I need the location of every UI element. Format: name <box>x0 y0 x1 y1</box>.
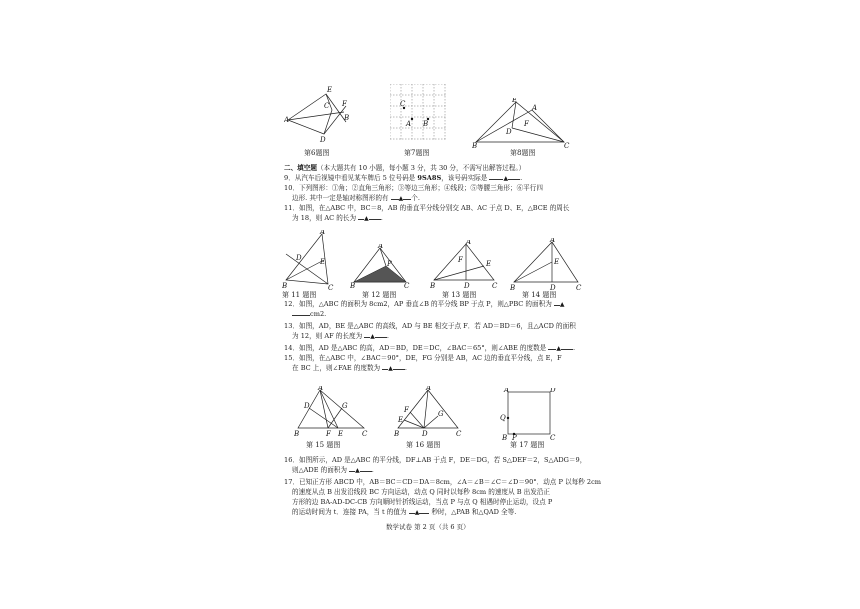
caption-fig16: 第 16 题图 <box>406 441 441 449</box>
svg-text:A: A <box>284 116 290 124</box>
question-17d <box>292 508 516 517</box>
question-15a: 15．如图，在△ABC 中，∠BAC＝90°，DE，FG 分别是 AB，AC 边的垂直平分线，点 E，F <box>284 354 562 362</box>
svg-text:B: B <box>502 434 508 440</box>
svg-text:E: E <box>398 416 404 424</box>
svg-text:P: P <box>512 434 517 440</box>
section-note: （本大题共有 10 小题，每小题 3 分，共 30 分，不需写出解答过程。） <box>316 164 526 172</box>
question-16b: 则△ADE 的面积为 ▲ . <box>292 466 374 474</box>
answer-mark: ▲ <box>388 365 393 372</box>
svg-text:G: G <box>342 402 348 410</box>
answer-mark: ▲ <box>559 301 565 308</box>
answer-blank-13b <box>375 337 387 338</box>
plate-number: 9SA8S <box>417 174 442 182</box>
svg-text:B: B <box>510 284 516 290</box>
svg-text:C: C <box>564 142 570 148</box>
answer-blank-17b <box>419 513 429 514</box>
svg-text:A: A <box>318 386 324 392</box>
svg-text:F: F <box>342 100 347 108</box>
q16-text: 则△ADE 的面积为 <box>292 466 347 474</box>
question-10b <box>292 194 420 203</box>
caption-fig15: 第 15 题图 <box>306 441 341 449</box>
svg-text:D: D <box>422 430 428 438</box>
svg-text:C: C <box>576 284 582 290</box>
q10-text: 边形. 其中一定是轴对称图形的有 <box>292 194 389 202</box>
q11-text: 为 18，则 AC 的长为 <box>292 214 357 222</box>
figure-13 <box>430 240 500 290</box>
answer-blank-10 <box>391 199 399 200</box>
question-12b <box>292 310 326 319</box>
svg-text:A: A <box>426 386 432 392</box>
svg-text:E: E <box>486 260 492 268</box>
svg-text:D: D <box>296 254 302 262</box>
q9-tail: ，该号码实际是 <box>441 174 488 182</box>
svg-text:D: D <box>550 284 556 290</box>
answer-mark: ▲ <box>370 333 375 340</box>
svg-text:C: C <box>324 102 330 110</box>
figure-8 <box>472 98 572 148</box>
question-17c: 方形的边 BA-AD-DC-CB 方向顺时针折线运动，当点 P 与点 Q 相遇时停止运动，设点 P <box>292 498 553 506</box>
answer-mark: ▲ <box>398 195 404 202</box>
figure-12 <box>350 244 410 288</box>
question-11a: 11．如图，在△ABC 中，BC＝8，AB 的垂直平分线分别交 AB、AC 于点 D、E，△BCE 的周长 <box>284 204 570 212</box>
answer-blank-14b <box>561 349 573 350</box>
question-13b: 为 12，则 AF 的长度为 ▲ . <box>292 332 390 340</box>
svg-text:D: D <box>550 388 556 394</box>
svg-text:D: D <box>320 136 326 144</box>
svg-text:B: B <box>394 430 400 438</box>
svg-text:A: A <box>378 244 384 250</box>
svg-text:C: C <box>492 282 498 290</box>
svg-text:C: C <box>456 430 462 438</box>
figure-14 <box>510 238 582 290</box>
figure-6 <box>284 82 354 147</box>
q17-text: 的运动时间为 t．连接 PA，当 t 的值为 <box>292 508 407 516</box>
caption-fig6: 第6题图 <box>304 149 330 157</box>
q9-text: 9．从汽车后视镜中看见某车牌后 5 位号码是 <box>284 174 416 182</box>
svg-text:B: B <box>423 120 429 128</box>
section-title: 二、填空题 <box>284 164 317 172</box>
q17-tail: 秒时，△PAB 和△QAD 全等. <box>431 508 517 516</box>
q10-tail: 个. <box>411 194 420 202</box>
figure-15 <box>294 386 368 438</box>
svg-text:F: F <box>524 120 529 128</box>
svg-text:B: B <box>344 114 350 122</box>
question-11b: 为 18，则 AC 的长为 ▲ . <box>292 214 383 222</box>
exam-page <box>276 82 602 542</box>
question-14: 14．如图，AD 是△ABC 的高，AD＝BD，DE＝DC，∠BAC＝65°，则∠ABE 的度数是 ▲ . <box>284 344 576 352</box>
caption-fig7: 第7题图 <box>404 149 430 157</box>
question-10a: 10．下列图形：①角；②直角三角形；③等边三角形；④线段；⑤等腰三角形；⑥平行四 <box>284 184 543 192</box>
q12-text: 12．如图，△ABC 的面积为 8cm2，AP 垂直∠B 的平分线 BP 于点 P，则△PBC 的面积为 <box>284 300 552 308</box>
svg-text:C: C <box>404 282 410 288</box>
answer-mark: ▲ <box>364 215 369 222</box>
svg-text:G: G <box>438 410 444 418</box>
question-17b: 的速度从点 B 出发沿线段 BC 方向运动，动点 Q 同时以每秒 8cm 的速度从 B 出发沿正 <box>292 488 551 496</box>
svg-text:B: B <box>294 430 300 438</box>
svg-text:B: B <box>472 142 478 148</box>
svg-text:Q: Q <box>500 414 506 422</box>
caption-fig8: 第8题图 <box>510 149 536 157</box>
svg-text:F: F <box>404 406 409 414</box>
svg-text:A: A <box>550 238 556 244</box>
svg-text:E: E <box>554 258 560 266</box>
caption-fig11: 第 11 题图 <box>282 291 317 299</box>
section-header <box>284 164 525 173</box>
svg-text:E: E <box>338 430 344 438</box>
q13-text: 为 12，则 AF 的长度为 <box>292 332 363 340</box>
answer-blank-9 <box>489 179 503 180</box>
answer-mark: ▲ <box>556 345 562 352</box>
q15-text: 在 BC 上，则∠FAE 的度数为 <box>292 364 381 372</box>
svg-text:E: E <box>512 98 518 104</box>
caption-fig17: 第 17 题图 <box>510 441 545 449</box>
answer-blank-16b <box>360 471 372 472</box>
question-9: 9．从汽车后视镜中看见某车牌后 5 位号码是 9SA8S，该号码实际是 ▲ . <box>284 174 523 182</box>
svg-text:B: B <box>430 282 436 290</box>
svg-text:A: A <box>466 240 472 246</box>
svg-text:B: B <box>282 282 288 290</box>
svg-text:P: P <box>387 260 392 268</box>
question-13a: 13．如图，AD，BE 是△ABC 的高线，AD 与 BE 相交于点 F．若 AD＝BD＝6，且△ACD 的面积 <box>284 322 576 330</box>
svg-text:D: D <box>506 128 512 136</box>
question-17a: 17．已知正方形 ABCD 中，AB＝BC＝CD＝DA＝8cm，∠A＝∠B＝∠C＝∠D＝90°．动点 P 以每秒 2cm <box>284 478 602 486</box>
svg-text:C: C <box>362 430 368 438</box>
caption-fig14: 第 14 题图 <box>522 291 557 299</box>
svg-text:F: F <box>458 256 463 264</box>
caption-fig13: 第 13 题图 <box>442 291 477 299</box>
figure-7 <box>390 84 446 140</box>
page-footer: 数学试卷 第 2 页（共 6 页） <box>386 523 470 531</box>
svg-text:B: B <box>350 282 356 288</box>
caption-fig12: 第 12 题图 <box>362 291 397 299</box>
svg-text:E: E <box>320 258 326 266</box>
answer-mark: ▲ <box>414 509 420 516</box>
answer-blank-15b <box>393 369 405 370</box>
svg-text:C: C <box>550 434 556 440</box>
figure-17 <box>500 388 558 440</box>
q12-unit: cm2. <box>310 310 327 318</box>
svg-text:A: A <box>504 388 510 394</box>
question-16a: 16．如图所示，AD 是△ABC 的平分线，DF⊥AB 于点 F，DE＝DG，若 S△DEF＝2，S△ADG＝9， <box>284 456 587 464</box>
question-15b: 在 BC 上，则∠FAE 的度数为 ▲ . <box>292 364 407 372</box>
answer-blank-9b <box>508 179 520 180</box>
answer-blank-12b <box>292 315 310 316</box>
answer-blank-11b <box>369 219 381 220</box>
svg-text:C: C <box>328 284 334 290</box>
question-12a <box>284 300 565 309</box>
figure-16 <box>394 386 462 438</box>
svg-text:A: A <box>532 104 538 112</box>
figure-11 <box>282 230 334 290</box>
svg-text:F: F <box>326 430 331 438</box>
svg-text:A: A <box>406 120 412 128</box>
answer-mark: ▲ <box>503 175 509 182</box>
svg-text:A: A <box>320 230 326 236</box>
svg-text:E: E <box>327 86 333 94</box>
svg-text:D: D <box>464 282 470 290</box>
answer-mark: ▲ <box>355 467 360 474</box>
q14-text: 14．如图，AD 是△ABC 的高，AD＝BD，DE＝DC，∠BAC＝65°，则∠ABE 的度数是 <box>284 344 547 352</box>
svg-text:D: D <box>304 402 310 410</box>
svg-text:C: C <box>400 100 406 108</box>
